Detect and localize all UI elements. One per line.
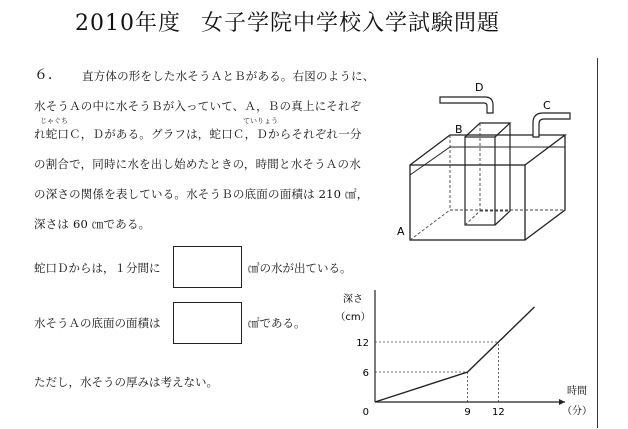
faucet-c [533,113,570,137]
label-d: D [475,81,484,94]
problem-line-5: の深さの関係を表している。水そうＢの底面の面積は 210 ㎠， [34,187,369,201]
x-axis-label-2: （分） [562,406,592,417]
tank-a-water [410,147,565,175]
origin-label: 0 [362,407,369,418]
y-axis-label-2: （cm） [335,312,371,323]
answer-a-prefix: 水そうＡの底面の面積は [34,316,161,330]
exam-school: 女子学院中学校入学試験問題 [201,11,501,36]
tank-figure [395,75,595,245]
faucet-d [440,97,493,113]
problem-line-2: 水そうＡの中に水そうＢが入っていて、Ａ，Ｂの真上にそれぞ [34,99,362,113]
x-tick-9: 9 [464,407,471,418]
answer-d-prefix: 蛇口Ｄからは，１分間に [34,261,161,275]
label-c: C [543,99,551,112]
question-number: ６． [34,67,62,83]
tank-a-top [410,135,565,165]
x-axis-arrow [559,399,565,405]
answer-box-d[interactable] [173,246,242,288]
problem-line-6: 深さは 60 ㎝である。 [34,217,151,231]
tank-a-front [410,165,525,240]
y-tick-6: 6 [362,368,369,379]
label-a: A [397,225,405,238]
problem-line-1: 直方体の形をした水そうＡとＢがある。右図のように、 [82,69,375,83]
note-text: ただし，水そうの厚みは考えない。 [34,375,218,389]
problem-line-3: れ蛇口Ｃ，Ｄがある。グラフは，蛇口Ｃ，Ｄからそれぞれ一分 [34,127,362,141]
x-tick-12: 12 [492,407,505,418]
exam-header [75,6,620,37]
label-b: B [455,123,463,136]
answer-box-a[interactable] [173,302,242,344]
exam-year: 2010年度 [75,11,181,36]
ruby-teiryou: ていりょう [243,117,278,125]
depth-time-graph [330,290,595,425]
answer-d-suffix: ㎤の水が出ている。 [248,261,352,275]
x-axis-label-1: 時間 [567,386,587,397]
ruby-jaguchi: じゃぐち [40,117,68,125]
answer-a-suffix: ㎠である。 [248,316,306,330]
right-margin-rule [597,58,598,428]
problem-line-4: の割合で，同時に水を出し始めたときの，時間と水そうＡの水 [34,157,361,171]
y-tick-12: 12 [356,338,369,349]
y-axis-label-1: 深さ [343,294,363,305]
depth-series-line [375,307,534,402]
